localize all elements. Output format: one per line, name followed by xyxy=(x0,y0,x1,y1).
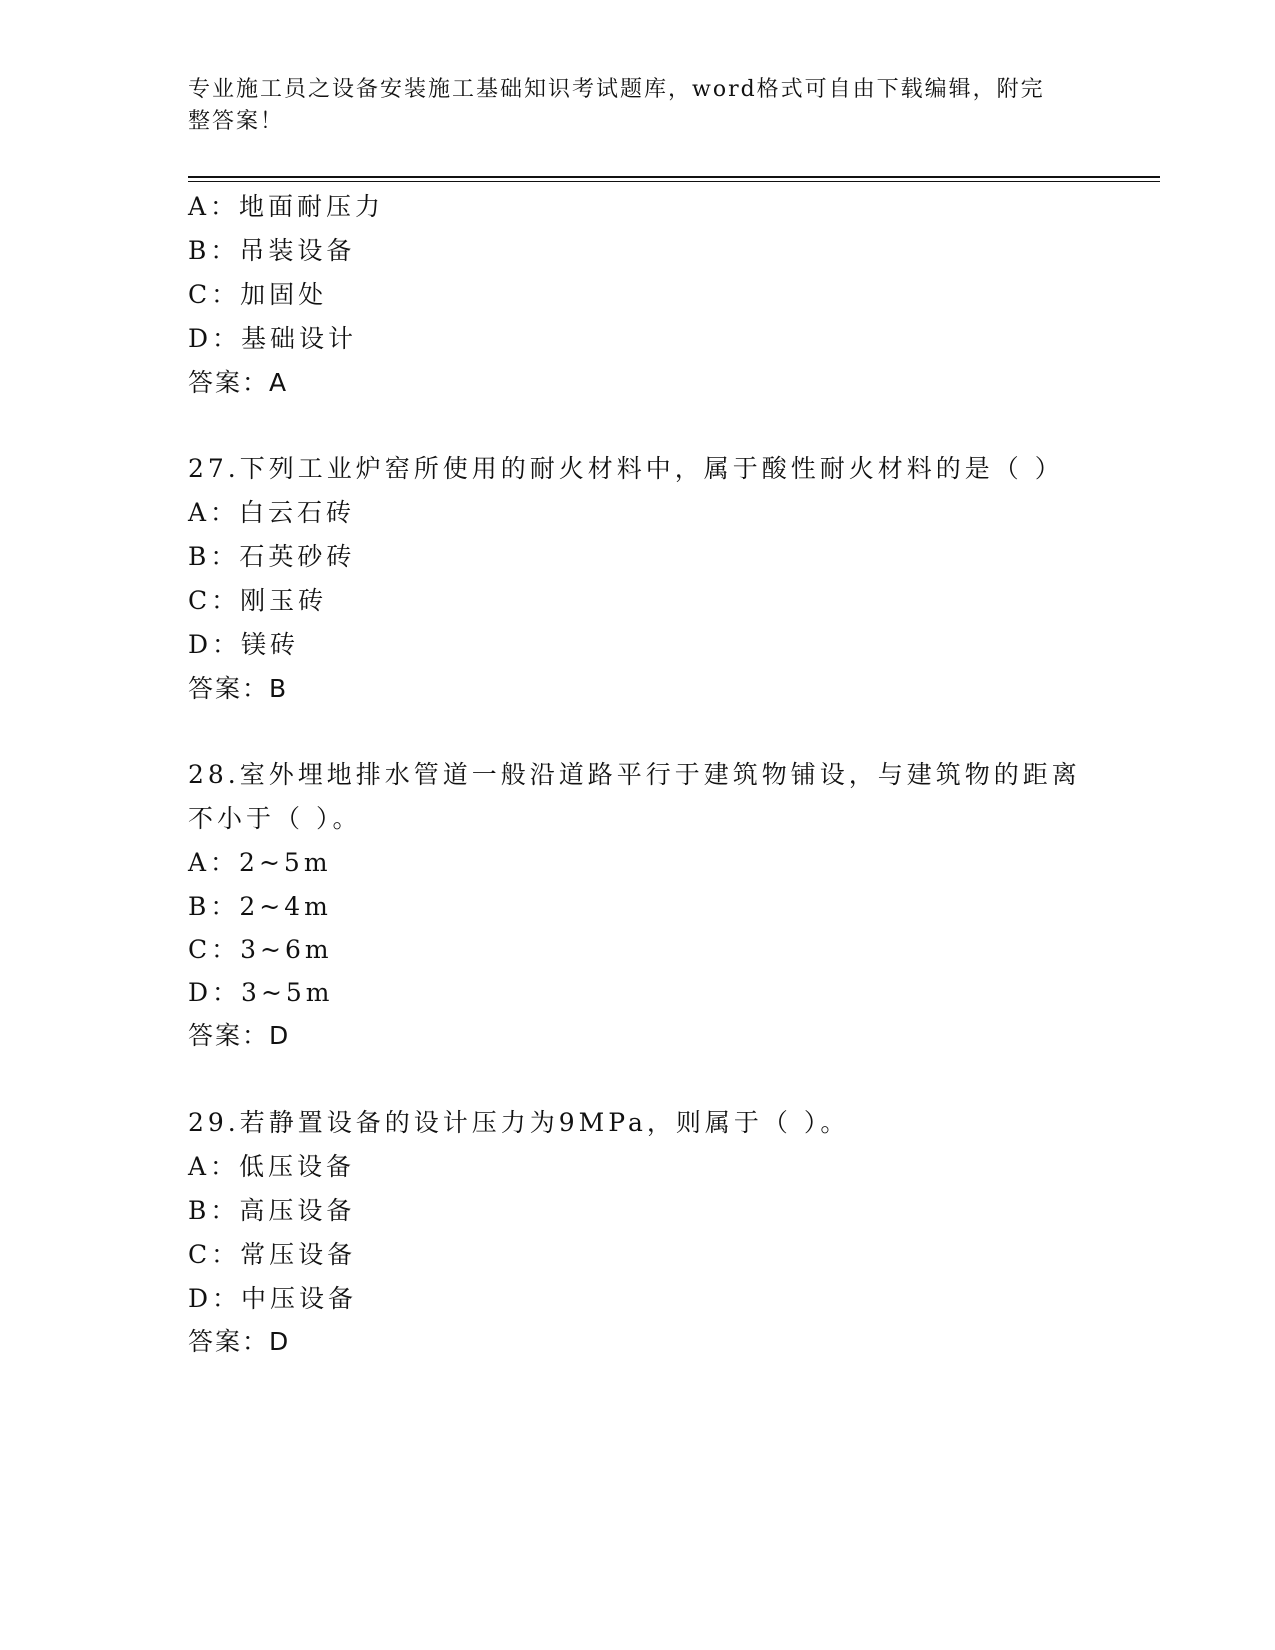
q26-option-a: A：地面耐压力 xyxy=(188,192,385,221)
q29-option-b: B：高压设备 xyxy=(188,1196,356,1225)
q27-stem: 27.下列工业炉窑所使用的耐火材料中，属于酸性耐火材料的是（ ） xyxy=(188,454,1064,483)
q28-stem-line-1: 28.室外埋地排水管道一般沿道路平行于建筑物铺设，与建筑物的距离 xyxy=(188,760,1081,789)
q29-stem: 29.若静置设备的设计压力为9MPa，则属于（ ）。 xyxy=(188,1108,850,1137)
q26-option-d: D：基础设计 xyxy=(188,324,358,353)
q27-option-a: A：白云石砖 xyxy=(188,498,356,527)
q27-option-b: B：石英砂砖 xyxy=(188,542,356,571)
q29-option-a: A：低压设备 xyxy=(188,1152,356,1181)
q27-answer: 答案：B xyxy=(188,674,289,703)
header-divider-thick xyxy=(188,176,1160,178)
document-header xyxy=(188,74,1068,138)
header-divider-thin xyxy=(188,181,1160,182)
q28-option-d: D：3~5m xyxy=(188,978,334,1007)
q26-option-c: C：加固处 xyxy=(188,280,328,309)
q26-answer: 答案：A xyxy=(188,368,289,397)
q28-option-c: C：3~6m xyxy=(188,935,333,964)
header-line-1: 专业施工员之设备安装施工基础知识考试题库，word格式可自由下载编辑，附完 xyxy=(188,77,1045,102)
q29-option-c: C：常压设备 xyxy=(188,1240,357,1269)
q28-stem-line-2: 不小于（ ）。 xyxy=(188,804,362,833)
header-line-2: 整答案！ xyxy=(188,109,285,134)
q27-option-d: D：镁砖 xyxy=(188,630,300,659)
q29-answer: 答案：D xyxy=(188,1327,291,1356)
q27-option-c: C：刚玉砖 xyxy=(188,586,328,615)
q28-answer: 答案：D xyxy=(188,1021,291,1050)
q29-option-d: D：中压设备 xyxy=(188,1284,358,1313)
q28-option-b: B：2~4m xyxy=(188,892,332,921)
q26-option-b: B：吊装设备 xyxy=(188,236,356,265)
q28-option-a: A：2~5m xyxy=(188,848,332,877)
